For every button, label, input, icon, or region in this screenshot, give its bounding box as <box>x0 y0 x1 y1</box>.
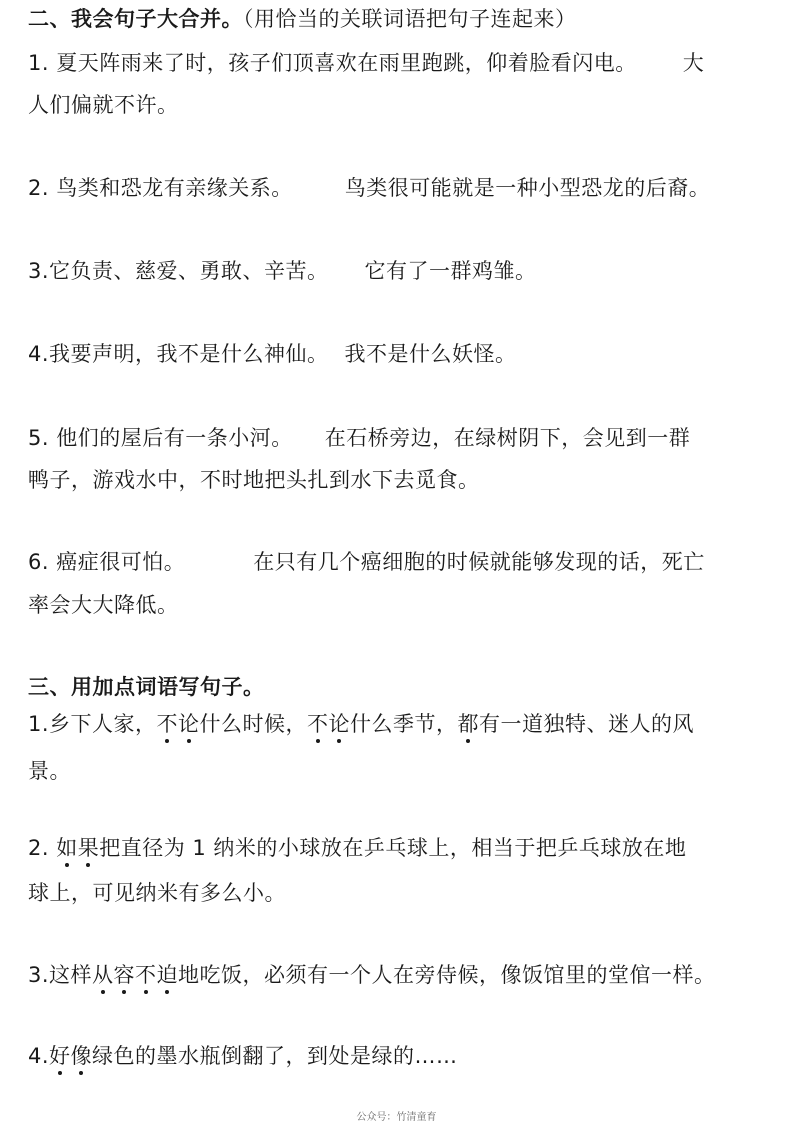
dotted-char: 不 <box>157 709 179 739</box>
dotted-char: 像 <box>71 1041 93 1071</box>
s2-q2-sentence-b: 鸟类很可能就是一种小型恐龙的后裔。 <box>344 176 711 200</box>
dotted-char: 论 <box>329 709 351 739</box>
s3-q4-line <box>28 1041 458 1071</box>
dotted-word <box>458 712 480 736</box>
dotted-word <box>49 1044 92 1068</box>
s3-q2-text: 把直径为 1 纳米的小球放在乒乓球上，相当于把乒乓球放在地 <box>99 836 687 860</box>
dotted-char: 都 <box>458 709 480 739</box>
s3-q3-text: 地吃饭，必须有一个人在旁侍候，像饭馆里的堂倌一样。 <box>178 963 716 987</box>
dotted-word <box>157 712 200 736</box>
dotted-char: 果 <box>78 833 100 863</box>
s2-q1-line1 <box>28 48 704 78</box>
dotted-char: 论 <box>178 709 200 739</box>
s2-q5-line2: 鸭子，游戏水中，不时地把头扎到水下去觅食。 <box>28 468 480 492</box>
s2-q5-sentence-b: 在石桥旁边，在绿树阴下，会见到一群 <box>324 426 691 450</box>
dotted-char: 不 <box>135 960 157 990</box>
s3-q4-text: 4. <box>28 1044 50 1068</box>
s2-q4-sentence-b: 我不是什么妖怪。 <box>344 342 517 366</box>
dotted-word <box>307 712 350 736</box>
s3-q3-line <box>28 960 716 990</box>
s2-q3-sentence-b: 它有了一群鸡雏。 <box>364 259 537 283</box>
dotted-char: 好 <box>49 1041 71 1071</box>
dotted-char: 如 <box>56 833 78 863</box>
s3-q2-line1 <box>28 833 686 863</box>
s3-q1-text: 什么季节， <box>350 712 458 736</box>
s3-q1-text: 什么时候， <box>199 712 308 736</box>
s2-q1-sentence-b: 大 <box>682 51 705 75</box>
s2-q6-line2: 率会大大降低。 <box>28 593 179 617</box>
section3-title: 三、用加点词语写句子。 <box>28 675 265 699</box>
dotted-word <box>92 963 178 987</box>
s2-q5-sentence-a: 5. 他们的屋后有一条小河。 <box>28 426 293 450</box>
dotted-char: 从 <box>92 960 114 990</box>
s3-q1-line1 <box>28 709 694 739</box>
dotted-char: 迫 <box>157 960 179 990</box>
s2-q3-sentence-a: 3.它负责、慈爱、勇敢、辛苦。 <box>28 259 329 283</box>
s2-q2-line <box>28 173 710 203</box>
s3-q2-text: 2. <box>28 836 57 860</box>
s3-q1-text: 有一道独特、迷人的风 <box>479 712 695 736</box>
section2-heading <box>28 4 577 34</box>
s3-q2-line2: 球上，可见纳米有多么小。 <box>28 881 286 905</box>
section2-note: （用恰当的关联词语把句子连起来） <box>243 7 577 31</box>
s2-q4-sentence-a: 4.我要声明，我不是什么神仙。 <box>28 342 329 366</box>
footer-watermark: 公众号：竹清童育 <box>356 1112 437 1123</box>
s2-q6-sentence-b: 在只有几个癌细胞的时候就能够发现的话，死亡 <box>253 550 705 574</box>
s2-q5-line1 <box>28 423 690 453</box>
dotted-word <box>56 836 99 860</box>
s2-q6-line1 <box>28 547 705 577</box>
s2-q6-sentence-a: 6. 癌症很可怕。 <box>28 550 186 574</box>
dotted-char: 不 <box>307 709 329 739</box>
s3-q3-text: 3.这样 <box>28 963 93 987</box>
s3-q1-text: 1.乡下人家， <box>28 712 157 736</box>
s3-q1-line2: 景。 <box>28 759 71 783</box>
s3-q4-text: 绿色的墨水瓶倒翻了，到处是绿的…… <box>92 1044 458 1068</box>
dotted-char: 容 <box>114 960 136 990</box>
s2-q3-line <box>28 256 537 286</box>
s2-q2-sentence-a: 2. 鸟类和恐龙有亲缘关系。 <box>28 176 293 200</box>
s2-q4-line <box>28 339 517 369</box>
s2-q1-line2: 人们偏就不许。 <box>28 93 179 117</box>
s2-q1-sentence-a: 1. 夏天阵雨来了时，孩子们顶喜欢在雨里跑跳，仰着脸看闪电。 <box>28 51 637 75</box>
section2-title: 二、我会句子大合并。 <box>28 7 243 31</box>
